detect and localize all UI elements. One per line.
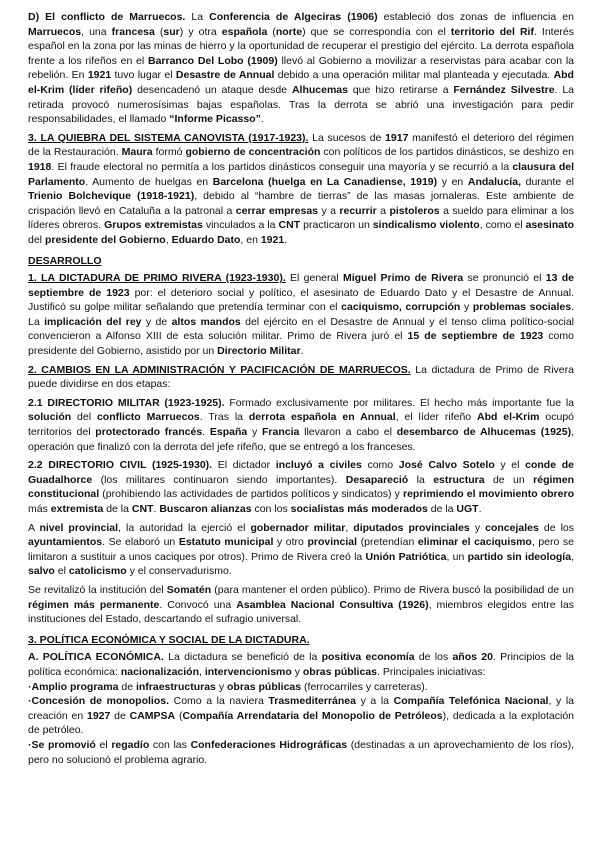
bold-text-run: norte [275,25,303,38]
bold-text-run: 13 de septiembre de 1923 [28,272,574,299]
text-run: , miembros elegidos entre las instituciones del Estado, descartando el sufragio universal. [28,598,574,626]
bold-text-run: Conferencia de Algeciras (1906) [209,11,378,23]
bold-text-run: Grupos extremistas [104,219,203,232]
paragraph-directorio-militar [28,396,574,454]
paragraph-conflicto-marruecos [28,10,574,127]
text-run: ( [175,709,183,722]
bold-text-run: Desastre de Annual [175,69,275,82]
bold-text-run: Abd el-Krim [477,411,540,424]
bold-text-run: partido sin ideología [467,550,572,563]
bold-text-run: nivel provincial [39,521,119,534]
bold-text-run: 2.1 DIRECTORIO MILITAR (1923-1925). [28,396,225,409]
bold-text-run: protectorado francés [95,426,203,439]
list-item-monopolios [28,694,574,738]
bold-text-run: nacionalización [120,665,199,678]
bold-text-run: ayuntamientos [28,536,103,549]
bold-text-run: pistoleros [389,204,440,217]
text-run: Formado exclusivamente por militares. El hecho más importante fue la [224,396,574,409]
bold-text-run: conflicto Marruecos [96,411,200,424]
bold-text-run: caciquismo, corrupción [341,301,461,314]
bold-text-run: problemas sociales [472,301,572,314]
text-run: y el conservadurismo. [126,565,232,578]
text-run: y [460,301,473,314]
text-run: . Se elaboró un [102,536,179,549]
text-run: . [300,345,304,358]
text-run: , la autoridad la ejerció el [118,521,251,534]
bold-text-run: años 20 [452,651,493,664]
text-run: , el líder rifeño [395,411,478,424]
bold-text-run: Confederaciones Hidrográficas [190,738,348,751]
list-item-regadio [28,738,574,767]
text-run: , pero se limitaron a sustituir a unos caciques por otros). Primo de Rivera creó la [28,536,574,563]
bold-text-run: conde de Guadalhorce [28,459,574,486]
bold-text-run: Miguel Primo de Rivera [342,272,464,285]
bold-text-run: altos mandos [171,315,241,328]
bold-text-run: recurrir [339,204,377,217]
text-run: y de [141,315,172,328]
bold-text-run: Directorio Militar [217,345,301,358]
text-run: y [247,426,262,439]
text-run: ) que se correspondía con el [302,25,451,38]
text-run: y en [437,175,468,188]
text-run: de [118,680,136,693]
text-run: Como a la naviera [169,695,269,708]
bold-text-run: Compañía Telefónica Nacional [393,695,549,708]
bold-text-run: Buscaron alianzas [159,503,252,515]
text-run: de la [103,503,132,515]
bold-text-run: Desapareció [345,473,409,486]
text-run: . Convocó una [159,598,237,611]
text-run: durante el [521,175,575,188]
bold-text-run: Marruecos [28,25,82,38]
list-item-infraestructuras [28,680,574,695]
text-run: más [28,503,51,515]
bold-text-run: CNT [131,503,154,515]
text-run: La [185,11,210,23]
text-run: . Tras la [199,411,249,424]
text-run: ( [267,25,276,38]
text-run: La sucesos de [308,131,386,144]
text-run: La dictadura de Primo de Rivera puede dividirse en dos etapas: [28,363,574,391]
bold-text-run: 2. CAMBIOS EN LA ADMINISTRACIÓN Y PACIFICACIÓN DE MARRUECOS. [28,363,411,376]
bold-text-run: gobernador militar [250,521,346,534]
bold-text-run: reprimiendo el movimiento obrero [403,488,574,501]
bold-text-run: derrota española en Annual [248,411,396,424]
bold-text-run: española [221,25,268,38]
heading-desarrollo: DESARROLLO [28,254,102,267]
text-run: de los [538,521,575,534]
text-run: , una [81,25,112,38]
bold-text-run: Asamblea Nacional Consultiva (1926) [236,598,429,611]
bold-text-run: Barranco Del Lobo (1909) [147,54,278,67]
paragraph-dictadura-primo-rivera [28,271,574,359]
bold-text-run: implicación del rey [44,315,142,328]
bold-text-run: intervencionismo [204,665,292,678]
bold-text-run: gobierno de concentración [185,146,321,159]
bold-text-run: cerrar empresas [235,204,319,217]
text-run: el [54,565,69,578]
text-run: de [110,709,130,722]
bold-text-run: José Calvo Sotelo [398,459,495,472]
bold-text-run: ·Amplio programa [28,680,119,693]
text-run: ), dedicada a la explotación de petróleo. [28,709,575,737]
text-run: llevaron a cabo el [299,426,397,439]
bold-text-run: positiva economía [321,651,415,664]
text-run: desencadenó un ataque desde [132,83,292,96]
text-run: (los militares continuaron siendo importantes). [92,473,346,486]
text-run: manifestó el deterioro del régimen de la Restauración. [28,131,575,159]
text-run: , un [446,550,468,563]
text-run: . [284,233,288,246]
text-run: de un [484,473,534,486]
bold-text-run: Abd el-Krim (líder rifeño) [28,69,574,96]
text-run: (destinadas a un aprovechamiento de los ríos), pero no solucionó el problema agrario. [28,738,575,766]
text-run: , debido al “hambre de tierras” de las masas jornaleras. Este ambiente de crispación llevó en Cataluña a la patronal a [28,190,574,217]
bold-text-run: Unión Patriótica [365,550,447,563]
bold-text-run: “Informe Picasso” [169,113,261,126]
text-run: con las [149,738,191,751]
text-run: como presidente del Gobierno, asistido por un [28,330,574,358]
bold-text-run: Somatén [166,583,212,596]
text-run: como [361,459,399,472]
bold-text-run: 1918 [28,160,52,173]
bold-text-run: CNT [278,219,301,232]
text-run: y a la [355,695,394,708]
bold-text-run: presidente del Gobierno [44,233,166,246]
bold-text-run: estructura [433,473,485,486]
bold-text-run: A. POLÍTICA ECONÓMICA. [28,651,164,664]
text-run: El dictador [212,459,276,472]
text-run: , como el [479,219,526,232]
text-run: El general [285,272,343,285]
bold-text-run: regadío [111,738,150,751]
text-run: con políticos de los partidos dinásticos, se deshizo en [320,146,574,159]
bold-text-run: régimen más permanente [28,598,160,611]
bold-text-run: Trienio Bolchevique (1918-1921) [28,190,195,203]
heading-politica-economica-social: 3. POLÍTICA ECONÓMICA Y SOCIAL DE LA DICTADURA. [28,633,310,646]
text-run: la [408,473,434,486]
bold-text-run: infraestructuras [135,680,216,693]
paragraph-quiebra-sistema-canovista [28,131,574,248]
text-run: a [376,204,390,217]
text-run: . [260,113,264,126]
text-run: formó [152,146,186,159]
bold-text-run: provincial [307,536,358,549]
text-run: (para mantener el orden público). Primo de Rivera buscó la posibilidad de un [211,583,574,596]
text-run: por: el deterioro social y político, el asesinato de Eduardo Dato y el Desastre de Annual. Justificó su golpe militar señalando que pretendía terminar con el [28,286,574,314]
bold-text-run: ·Concesión de monopolios. [28,695,170,708]
bold-text-run: territorio del Rif [450,25,534,38]
text-run: vinculados a la [202,219,279,232]
text-run: , [345,521,354,534]
text-run: . [202,426,210,439]
text-run: (pretendían [357,536,418,549]
bold-text-run: extremista [50,503,104,515]
bold-text-run: Maura [121,146,153,159]
text-run: el [95,738,112,751]
text-run: ( [154,25,164,38]
bold-text-run: salvo [28,565,55,578]
bold-text-run: eliminar el caciquismo [417,536,532,549]
text-run: del ejército en el Desastre de Annual y el tenso clima político-social convencieron a Alfonso XIII de esta solución militar. Primo de Rivera juró el [28,315,574,343]
text-run: estableció dos zonas de influencia en [377,11,574,23]
bold-text-run: Trasmediterránea [268,695,356,708]
text-run: , y la creación en [28,695,574,722]
bold-text-run: desembarco de Alhucemas (1925) [396,426,572,439]
bold-text-run: sindicalismo violento [372,219,480,232]
bold-text-run: Andalucía, [467,175,521,188]
text-run: (ferrocarriles y carreteras). [301,680,428,693]
text-run: que hizo retirarse a [347,83,454,96]
bold-text-run: UGT [456,503,479,515]
text-run: . Principales iniciativas: [377,665,486,678]
bold-text-run: 15 de septiembre de 1923 [407,330,544,343]
text-run: , operación que finalizó con la derrota del jefe rifeño, que se entregó a los franceses. [28,426,575,453]
bold-text-run: 1921 [87,69,112,82]
text-run: ocupó territorios del [28,411,574,439]
bold-text-run: Eduardo Dato [171,233,241,246]
bold-text-run: Alhucemas [291,83,348,96]
bold-text-run: Compañía Arrendataria del Monopolio de Petróleos [182,709,443,722]
text-run: . Interés español en la zona por las minas de hierro y la oportunidad de recuperar el prestigio del ejército. La derrota española frente a los rifeños en el [28,25,575,67]
text-run: . [478,503,482,515]
text-run: del [28,233,45,246]
bold-text-run: D) El conflicto de Marruecos. [28,11,186,23]
bold-text-run: Barcelona (huelga en La Canadiense, 1919) [212,175,438,188]
text-run: , en [240,233,261,246]
bold-text-run: catolicismo [68,565,127,578]
text-run: a sueldo para eliminar a los líderes obreros. [28,204,575,232]
text-run: . [153,503,160,515]
text-run: y otro [273,536,308,549]
text-run: llevó al Gobierno a movilizar a reservistas para acabar con la rebelión. En [28,54,574,82]
text-run: La dictadura se benefició de la [163,651,322,664]
bold-text-run: CAMPSA [129,709,176,722]
bold-text-run: obras públicas [302,665,377,678]
text-run: y [215,680,227,693]
bold-text-run: sur [163,25,180,38]
bold-text-run: diputados provinciales [353,521,470,534]
paragraph-somaten [28,583,574,627]
text-run: debido a una operación militar mal planteada y ejecutada. [274,69,554,82]
bold-text-run: obras públicas [227,680,302,693]
paragraph-cambios-administracion [28,363,574,392]
bold-text-run: 3. LA QUIEBRA DEL SISTEMA CANOVISTA (1917-1923). [28,131,309,144]
text-run: . La [28,301,574,328]
text-run: . El fraude electoral no permitía a los partidos dinásticos conseguir una mayoría y se recurrió a la [51,160,513,173]
paragraph-directorio-civil [28,458,574,516]
bold-text-run: incluyó a civiles [275,459,362,472]
text-run: y [469,521,486,534]
text-run: se pronunció el [463,272,546,285]
bold-text-run: 1927 [86,709,111,722]
bold-text-run: clausura del Parlamento [28,160,575,188]
bold-text-run: 2.2 DIRECTORIO CIVIL (1925-1930). [28,459,213,472]
text-run: tuvo lugar el [111,69,176,82]
text-run: practicaron un [300,219,373,232]
text-run: , [571,550,574,563]
bold-text-run: ·Se promovió [28,738,96,751]
bold-text-run: 1917 [385,131,409,144]
bold-text-run: 1921 [260,233,285,246]
text-run: Se revitalizó la institución del [28,583,167,596]
bold-text-run: Francia [262,426,300,439]
text-run: . Principios de la política económica: [28,651,574,678]
text-run: del [71,411,97,424]
text-run: . Aumento de huelgas en [85,175,213,188]
text-run: A [28,521,40,534]
text-run: y [291,665,303,678]
text-run: de los [414,651,453,664]
text-run: y el [494,459,526,472]
paragraph-nivel-provincial [28,521,574,579]
bold-text-run: 1. LA DICTADURA DE PRIMO RIVERA (1923-1930). [28,272,286,285]
text-run: . La retirada provocó numerosísimas bajas españolas. Tras la derrota se abrió una investigación para pedir responsabilidades, el llamado [28,83,574,126]
text-run: , [165,233,172,246]
text-run: y a [318,204,340,217]
bold-text-run: solución [28,411,72,424]
bold-text-run: Estatuto municipal [178,536,274,549]
text-run: con los [251,503,291,515]
bold-text-run: francesa [111,25,155,38]
bold-text-run: asesinato [525,219,575,232]
text-run: (prohibiendo las actividades de partidos políticos y sindicatos) y [99,488,403,501]
bold-text-run: España [209,426,248,439]
text-run: ) y otra [179,25,222,38]
bold-text-run: socialistas más moderados [290,503,428,515]
bold-text-run: régimen constitucional [28,473,574,501]
text-run: , [199,665,205,678]
bold-text-run: Fernández Silvestre [453,83,555,96]
paragraph-politica-economica [28,650,574,679]
text-run: de la [427,503,457,515]
bold-text-run: concejales [485,521,539,534]
